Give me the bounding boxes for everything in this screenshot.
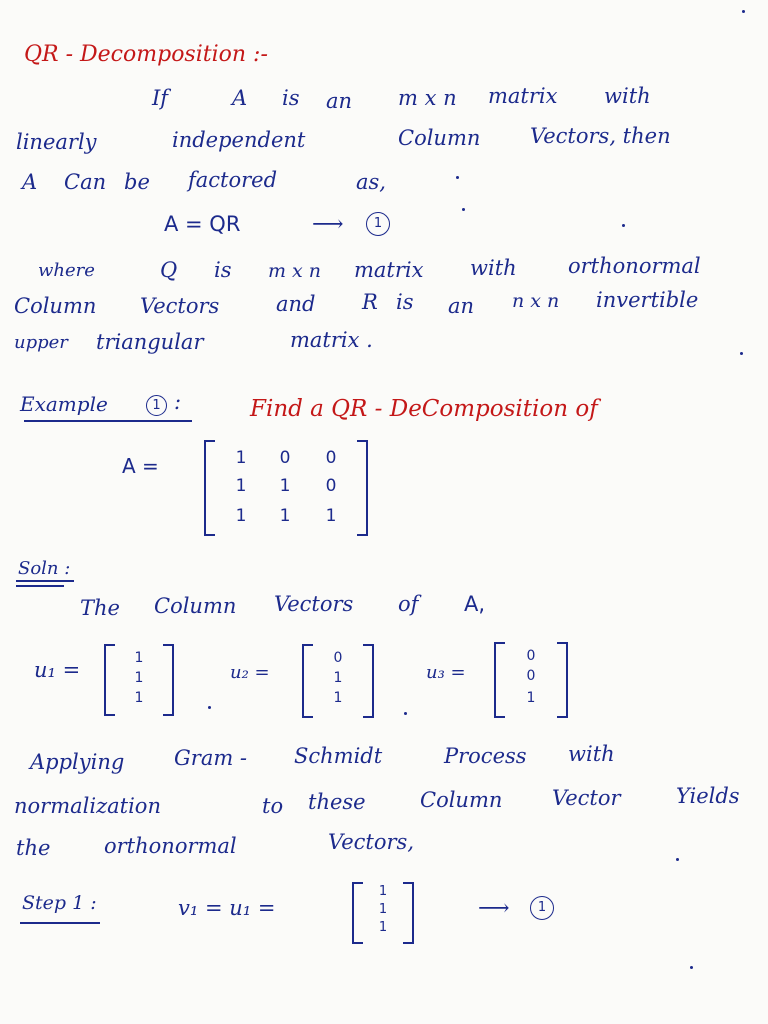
solution-word: The (80, 596, 120, 620)
vector-entry: 1 (378, 902, 388, 917)
intro-word: matrix (488, 84, 558, 108)
u3-label: u₃ = (426, 662, 466, 683)
right-bracket (403, 882, 414, 944)
intro-word: Vectors, then (530, 124, 671, 148)
solution-word: of (398, 592, 419, 616)
intro-word: If (152, 86, 169, 110)
apply-word: Process (444, 744, 527, 768)
example-colon: : (174, 390, 182, 414)
where-word: Column (14, 294, 97, 318)
step1-underline (20, 922, 100, 924)
where-word: n x n (512, 290, 560, 312)
where-word: where (38, 260, 95, 281)
apply-word: Applying (30, 750, 125, 774)
matrix-cell: 0 (325, 448, 337, 468)
intro-word: Can (64, 170, 107, 194)
equation-text: A = QR (164, 212, 241, 236)
matrix-cell: 1 (279, 506, 291, 526)
vector-entry: 1 (378, 920, 388, 935)
where-word: Q (160, 258, 178, 282)
page-title: QR - Decomposition :- (24, 42, 268, 67)
right-bracket (357, 440, 368, 536)
matrix-a (204, 440, 368, 536)
where-word: is (396, 290, 414, 314)
vector-entry: 1 (134, 650, 144, 666)
example-label: Example (20, 392, 108, 416)
step1-expression: v₁ = u₁ = (178, 896, 276, 920)
vector-entry: 1 (333, 670, 343, 686)
arrow-right-icon: ⟶ (312, 212, 344, 237)
apply-word: orthonormal (104, 834, 237, 858)
u1-label: u₁ = (34, 658, 81, 682)
intro-word: independent (172, 128, 306, 152)
ink-dot (208, 706, 211, 709)
where-word: Vectors (140, 294, 220, 318)
intro-word: Column (398, 126, 481, 150)
intro-word: be (124, 170, 150, 194)
v1-vector (352, 882, 414, 944)
apply-word: these (308, 790, 366, 814)
ink-dot (462, 208, 465, 211)
left-bracket (352, 882, 363, 944)
solution-word: Column (154, 594, 237, 618)
ink-dot (456, 176, 459, 179)
apply-word: Vector (552, 786, 621, 810)
u1-vector (104, 644, 174, 716)
right-bracket (557, 642, 568, 718)
matrix-cell: 1 (325, 506, 337, 526)
where-word: triangular (96, 330, 204, 354)
where-word: with (470, 256, 517, 280)
where-word: upper (14, 332, 68, 353)
example-number-circle: 1 (146, 395, 167, 416)
example-prompt: Find a QR - DeComposition of (250, 396, 598, 422)
matrix-cell: 0 (325, 476, 337, 496)
ink-dot (742, 10, 745, 13)
intro-word: factored (188, 168, 278, 192)
step1-ref-circle: 1 (530, 896, 554, 920)
left-bracket (302, 644, 313, 718)
matrix-cell: 0 (279, 448, 291, 468)
example-underline (24, 420, 192, 422)
right-bracket (163, 644, 174, 716)
matrix-cell: 1 (279, 476, 291, 496)
vector-entry: 0 (333, 650, 343, 666)
where-word: and (276, 292, 316, 316)
ink-dot (676, 858, 679, 861)
matrix-a-label: A = (122, 454, 159, 478)
where-word: matrix . (290, 328, 373, 352)
left-bracket (104, 644, 115, 716)
where-word: orthonormal (568, 254, 701, 278)
vector-entry: 1 (526, 690, 536, 706)
vector-entry: 0 (526, 648, 536, 664)
matrix-cell: 1 (235, 506, 247, 526)
u3-vector (494, 642, 568, 718)
vector-entry: 0 (526, 668, 536, 684)
equation-ref-circle: 1 (366, 212, 390, 236)
intro-word: with (604, 84, 651, 108)
ink-dot (404, 712, 407, 715)
where-word: invertible (596, 288, 699, 312)
vector-entry: 1 (333, 690, 343, 706)
apply-word: the (16, 836, 51, 860)
u2-label: u₂ = (230, 662, 270, 683)
matrix-cell: 1 (235, 448, 247, 468)
right-bracket (363, 644, 374, 718)
solution-label: Soln : (18, 558, 71, 579)
apply-word: with (568, 742, 615, 766)
where-word: m x n (268, 260, 322, 282)
intro-word: is (282, 86, 300, 110)
intro-word: A (22, 170, 38, 194)
apply-word: Vectors, (328, 830, 414, 854)
apply-word: to (262, 794, 284, 818)
vector-entry: 1 (134, 690, 144, 706)
intro-word: an (326, 89, 353, 113)
left-bracket (494, 642, 505, 718)
where-word: R (362, 290, 378, 314)
ink-dot (740, 352, 743, 355)
intro-word: A (232, 86, 248, 110)
solution-underline-2 (16, 585, 64, 587)
where-word: matrix (354, 258, 424, 282)
apply-word: Schmidt (294, 744, 383, 768)
step1-label: Step 1 : (22, 892, 97, 914)
apply-word: Column (420, 788, 503, 812)
vector-entry: 1 (378, 884, 388, 899)
ink-dot (622, 224, 625, 227)
solution-word: A, (464, 592, 486, 616)
intro-word: as, (356, 170, 386, 194)
ink-dot (690, 966, 693, 969)
solution-underline (16, 580, 74, 582)
apply-word: normalization (14, 794, 161, 818)
matrix-cell: 1 (235, 476, 247, 496)
intro-word: m x n (398, 86, 457, 110)
where-word: an (448, 294, 475, 318)
apply-word: Gram - (174, 746, 248, 770)
arrow-right-icon: ⟶ (478, 896, 510, 921)
where-word: is (214, 258, 232, 282)
left-bracket (204, 440, 215, 536)
apply-word: Yields (676, 784, 740, 808)
solution-word: Vectors (274, 592, 354, 616)
u2-vector (302, 644, 374, 718)
vector-entry: 1 (134, 670, 144, 686)
intro-word: linearly (16, 130, 97, 154)
